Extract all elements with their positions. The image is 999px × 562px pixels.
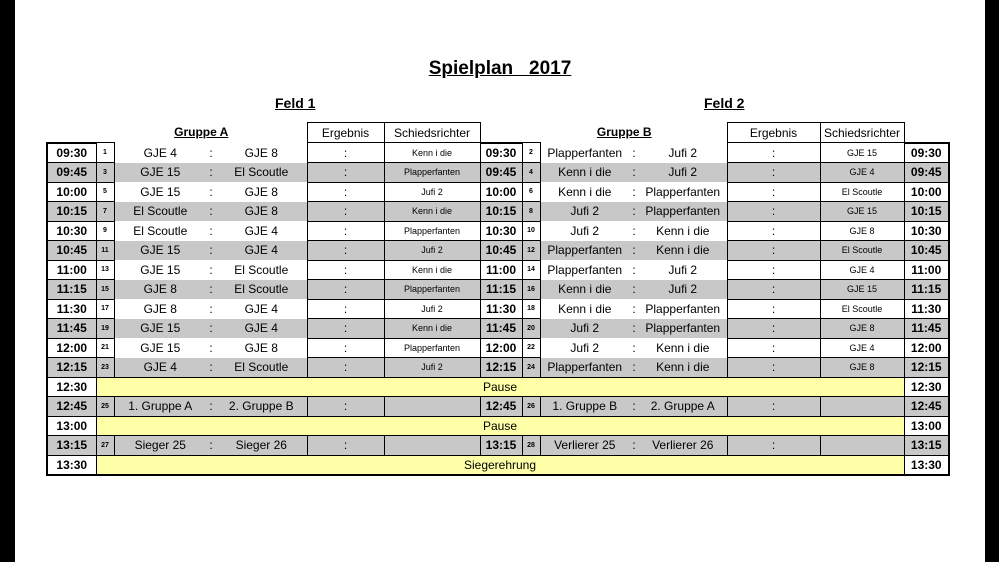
time-cell: 11:45	[47, 319, 96, 339]
time-cell-mid: 11:00	[480, 260, 522, 280]
team-away: Kenn i die	[639, 221, 727, 241]
time-cell: 13:30	[47, 455, 96, 475]
match-number: 13	[96, 260, 114, 280]
match-number: 15	[96, 280, 114, 300]
team-away: Plapperfanten	[639, 182, 727, 202]
ergebnis-header-2: Ergebnis	[727, 123, 820, 143]
time-cell-right: 10:15	[904, 202, 949, 222]
time-cell-right: 09:45	[904, 163, 949, 183]
match-row	[47, 241, 949, 261]
match-number: 25	[96, 397, 114, 417]
referee-cell: Jufi 2	[384, 182, 480, 202]
colon-separator: :	[629, 358, 639, 378]
team-home: GJE 4	[114, 358, 206, 378]
result-cell: :	[727, 182, 820, 202]
match-row	[47, 280, 949, 300]
pause-cell: Pause	[96, 377, 904, 397]
match-number: 11	[96, 241, 114, 261]
match-number: 5	[96, 182, 114, 202]
team-home: Plapperfanten	[547, 145, 623, 160]
time-cell-mid: 12:15	[480, 358, 522, 378]
team-away: Plapperfanten	[639, 202, 727, 222]
colon-separator: :	[206, 280, 216, 300]
header-empty-mid	[480, 123, 522, 143]
team-home: Kenn i die	[558, 301, 612, 316]
match-row	[47, 436, 949, 456]
referee-cell: El Scoutle	[820, 299, 904, 319]
referee-cell	[820, 436, 904, 456]
pause-row	[47, 455, 949, 475]
colon-separator: :	[209, 145, 213, 160]
match-number: 12	[522, 241, 540, 261]
match-number: 4	[522, 163, 540, 183]
colon-separator: :	[206, 358, 216, 378]
colon-separator: :	[629, 436, 639, 456]
team-home: Verlierer 25	[540, 436, 629, 456]
team-away: GJE 4	[216, 221, 307, 241]
referee-cell: GJE 8	[820, 358, 904, 378]
result-cell: :	[307, 202, 384, 222]
referee-cell: GJE 15	[820, 202, 904, 222]
team-away: Jufi 2	[639, 280, 727, 300]
team-away: Plapperfanten	[639, 319, 727, 339]
time-cell: 13:15	[47, 436, 96, 456]
colon-separator: :	[629, 280, 639, 300]
time-cell: 12:45	[47, 397, 96, 417]
match-number: 22	[522, 338, 540, 358]
referee-cell: Plapperfanten	[384, 338, 480, 358]
feld-2-heading: Feld 2	[704, 95, 745, 111]
result-cell: :	[307, 143, 384, 163]
team-home: GJE 15	[140, 262, 181, 277]
time-cell: 11:00	[47, 260, 96, 280]
referee-cell: El Scoutle	[820, 182, 904, 202]
match-number: 26	[522, 397, 540, 417]
colon-separator: :	[209, 262, 213, 277]
time-cell-right: 11:00	[904, 260, 949, 280]
match-number: 17	[96, 299, 114, 319]
time-cell-right: 09:30	[904, 143, 949, 163]
team-home: Plapperfanten	[547, 262, 623, 277]
colon-separator: :	[209, 184, 213, 199]
colon-separator: :	[629, 202, 639, 222]
result-cell: :	[727, 280, 820, 300]
colon-separator: :	[632, 145, 636, 160]
time-cell-right: 11:15	[904, 280, 949, 300]
colon-separator: :	[206, 241, 216, 261]
team-home: Kenn i die	[558, 184, 612, 199]
referee-cell: GJE 8	[820, 319, 904, 339]
colon-separator: :	[629, 241, 639, 261]
team-home: Jufi 2	[570, 223, 600, 238]
referee-cell: Plapperfanten	[384, 163, 480, 183]
result-cell: :	[727, 358, 820, 378]
colon-separator: :	[629, 163, 639, 183]
team-away: Jufi 2	[639, 163, 727, 183]
time-cell-right: 11:30	[904, 299, 949, 319]
match-number: 28	[522, 436, 540, 456]
team-home: GJE 15	[114, 319, 206, 339]
match-number: 21	[96, 338, 114, 358]
time-cell-mid: 10:30	[480, 221, 522, 241]
referee-cell: GJE 4	[820, 338, 904, 358]
time-cell-mid: 12:00	[480, 338, 522, 358]
time-cell: 11:30	[47, 299, 96, 319]
referee-cell: Kenn i die	[384, 260, 480, 280]
time-cell: 09:45	[47, 163, 96, 183]
referee-cell: Plapperfanten	[384, 280, 480, 300]
referee-cell: Kenn i die	[384, 143, 480, 163]
time-cell: 09:30	[47, 143, 96, 163]
time-cell-right: 10:30	[904, 221, 949, 241]
time-cell-mid: 10:45	[480, 241, 522, 261]
time-cell: 12:15	[47, 358, 96, 378]
team-away: GJE 8	[216, 202, 307, 222]
result-cell: :	[727, 221, 820, 241]
colon-separator: :	[629, 397, 639, 417]
match-row	[47, 338, 949, 358]
pause-row	[47, 416, 949, 436]
team-home: 1. Gruppe B	[540, 397, 629, 417]
team-away: GJE 8	[216, 338, 307, 358]
time-cell: 10:00	[47, 182, 96, 202]
match-number: 1	[96, 143, 114, 163]
match-number: 24	[522, 358, 540, 378]
colon-separator: :	[632, 301, 636, 316]
time-cell-right: 12:00	[904, 338, 949, 358]
time-cell-right: 11:45	[904, 319, 949, 339]
match-number: 9	[96, 221, 114, 241]
match-number: 7	[96, 202, 114, 222]
colon-separator: :	[632, 262, 636, 277]
match-row	[47, 221, 949, 241]
team-away: Jufi 2	[639, 143, 727, 163]
schedule-sheet	[15, 0, 985, 562]
time-cell-mid: 11:45	[480, 319, 522, 339]
team-away: El Scoutle	[216, 163, 307, 183]
time-cell: 10:45	[47, 241, 96, 261]
time-cell-right: 13:30	[904, 455, 949, 475]
gruppe-b-header: Gruppe B	[596, 125, 652, 140]
pause-cell: Siegerehrung	[96, 455, 904, 475]
result-cell: :	[307, 182, 384, 202]
time-cell-right: 13:15	[904, 436, 949, 456]
gruppe-a-header: Gruppe A	[174, 125, 229, 140]
team-away: El Scoutle	[216, 358, 307, 378]
team-home: Jufi 2	[570, 340, 600, 355]
team-home: GJE 15	[140, 340, 181, 355]
colon-separator: :	[209, 340, 213, 355]
team-home: Kenn i die	[540, 280, 629, 300]
team-away: GJE 4	[216, 241, 307, 261]
match-number: 20	[522, 319, 540, 339]
match-row	[47, 143, 949, 163]
referee-cell: GJE 8	[820, 221, 904, 241]
match-number: 8	[522, 202, 540, 222]
header-empty-right	[904, 123, 949, 143]
result-cell: :	[727, 202, 820, 222]
schiedsrichter-header-1: Schiedsrichter	[384, 123, 480, 143]
result-cell: :	[727, 338, 820, 358]
team-home: Sieger 25	[114, 436, 206, 456]
colon-separator: :	[209, 301, 213, 316]
team-home: Jufi 2	[540, 319, 629, 339]
result-cell: :	[727, 163, 820, 183]
match-row	[47, 202, 949, 222]
referee-cell: Kenn i die	[384, 202, 480, 222]
team-home: Plapperfanten	[540, 241, 629, 261]
result-cell: :	[307, 260, 384, 280]
time-cell-mid: 11:15	[480, 280, 522, 300]
match-number: 16	[522, 280, 540, 300]
colon-separator: :	[629, 319, 639, 339]
referee-cell: GJE 4	[820, 163, 904, 183]
time-cell: 12:00	[47, 338, 96, 358]
time-cell-right: 13:00	[904, 416, 949, 436]
team-away: El Scoutle	[216, 260, 307, 280]
team-away: Verlierer 26	[639, 436, 727, 456]
match-number: 2	[522, 143, 540, 163]
referee-cell	[820, 397, 904, 417]
ergebnis-header-1: Ergebnis	[307, 123, 384, 143]
time-cell-mid: 12:45	[480, 397, 522, 417]
match-number: 27	[96, 436, 114, 456]
team-away: GJE 8	[216, 182, 307, 202]
referee-cell: Jufi 2	[384, 358, 480, 378]
time-cell-mid: 10:15	[480, 202, 522, 222]
colon-separator: :	[206, 319, 216, 339]
colon-separator: :	[206, 163, 216, 183]
team-away: GJE 8	[216, 143, 307, 163]
team-home: Plapperfanten	[540, 358, 629, 378]
match-row	[47, 163, 949, 183]
colon-separator: :	[632, 184, 636, 199]
result-cell: :	[307, 436, 384, 456]
team-home: GJE 15	[140, 184, 181, 199]
team-home: GJE 15	[114, 163, 206, 183]
match-number: 14	[522, 260, 540, 280]
referee-cell: GJE 4	[820, 260, 904, 280]
time-cell-mid: 13:15	[480, 436, 522, 456]
time-cell: 11:15	[47, 280, 96, 300]
referee-cell: Jufi 2	[384, 299, 480, 319]
schedule-table	[46, 122, 950, 476]
team-away: 2. Gruppe A	[639, 397, 727, 417]
result-cell: :	[307, 397, 384, 417]
result-cell: :	[727, 319, 820, 339]
result-cell: :	[727, 260, 820, 280]
referee-cell	[384, 397, 480, 417]
match-row	[47, 397, 949, 417]
team-away: 2. Gruppe B	[216, 397, 307, 417]
result-cell: :	[307, 221, 384, 241]
time-cell-mid: 09:30	[480, 143, 522, 163]
referee-cell: Kenn i die	[384, 319, 480, 339]
feld-1-heading: Feld 1	[275, 95, 316, 111]
team-home: GJE 8	[114, 280, 206, 300]
team-away: Kenn i die	[639, 358, 727, 378]
result-cell: :	[727, 143, 820, 163]
result-cell: :	[307, 319, 384, 339]
team-home: GJE 4	[143, 145, 177, 160]
referee-cell: GJE 15	[820, 280, 904, 300]
team-home: 1. Gruppe A	[114, 397, 206, 417]
match-row	[47, 260, 949, 280]
team-away: El Scoutle	[216, 280, 307, 300]
match-row	[47, 358, 949, 378]
result-cell: :	[727, 436, 820, 456]
team-away: Kenn i die	[639, 241, 727, 261]
referee-cell: El Scoutle	[820, 241, 904, 261]
page-title: Spielplan 2017	[428, 58, 572, 79]
colon-separator: :	[209, 223, 213, 238]
result-cell: :	[307, 280, 384, 300]
time-cell: 10:15	[47, 202, 96, 222]
team-away: Sieger 26	[216, 436, 307, 456]
team-home: El Scoutle	[133, 223, 188, 238]
team-home: GJE 15	[114, 241, 206, 261]
referee-cell: Jufi 2	[384, 241, 480, 261]
match-row	[47, 182, 949, 202]
time-cell-right: 12:15	[904, 358, 949, 378]
time-cell-mid: 09:45	[480, 163, 522, 183]
match-number: 3	[96, 163, 114, 183]
team-home: Jufi 2	[540, 202, 629, 222]
referee-cell: GJE 15	[820, 143, 904, 163]
team-home: El Scoutle	[114, 202, 206, 222]
team-home: GJE 8	[143, 301, 177, 316]
result-cell: :	[307, 299, 384, 319]
result-cell: :	[727, 397, 820, 417]
result-cell: :	[307, 241, 384, 261]
time-cell: 10:30	[47, 221, 96, 241]
colon-separator: :	[206, 436, 216, 456]
time-cell-mid: 10:00	[480, 182, 522, 202]
match-number: 23	[96, 358, 114, 378]
team-away: Plapperfanten	[639, 299, 727, 319]
match-row	[47, 299, 949, 319]
colon-separator: :	[632, 340, 636, 355]
time-cell-mid: 11:30	[480, 299, 522, 319]
result-cell: :	[727, 299, 820, 319]
match-number: 10	[522, 221, 540, 241]
header-empty-left	[47, 123, 96, 143]
match-row	[47, 319, 949, 339]
match-number: 6	[522, 182, 540, 202]
schedule-body	[47, 143, 949, 476]
schiedsrichter-header-2: Schiedsrichter	[820, 123, 904, 143]
time-cell: 13:00	[47, 416, 96, 436]
colon-separator: :	[632, 223, 636, 238]
colon-separator: :	[206, 397, 216, 417]
result-cell: :	[307, 358, 384, 378]
team-away: Kenn i die	[639, 338, 727, 358]
time-cell-right: 10:00	[904, 182, 949, 202]
result-cell: :	[727, 241, 820, 261]
referee-cell	[384, 436, 480, 456]
result-cell: :	[307, 163, 384, 183]
team-away: GJE 4	[216, 319, 307, 339]
match-number: 19	[96, 319, 114, 339]
time-cell: 12:30	[47, 377, 96, 397]
team-away: GJE 4	[216, 299, 307, 319]
result-cell: :	[307, 338, 384, 358]
match-number: 18	[522, 299, 540, 319]
team-away: Jufi 2	[639, 260, 727, 280]
team-home: Kenn i die	[540, 163, 629, 183]
time-cell-right: 12:30	[904, 377, 949, 397]
referee-cell: Plapperfanten	[384, 221, 480, 241]
pause-row	[47, 377, 949, 397]
time-cell-right: 12:45	[904, 397, 949, 417]
pause-cell: Pause	[96, 416, 904, 436]
colon-separator: :	[206, 202, 216, 222]
time-cell-right: 10:45	[904, 241, 949, 261]
